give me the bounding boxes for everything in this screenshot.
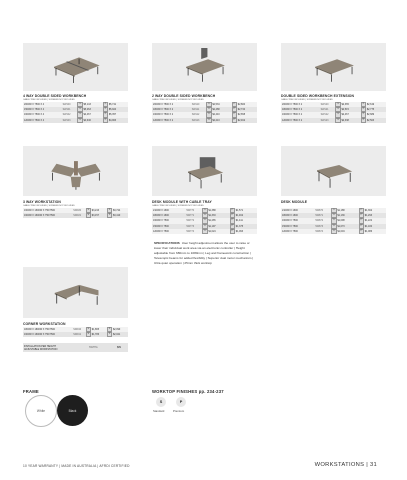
premium-price: $2,021 xyxy=(112,333,121,337)
workbench-2way-illustration xyxy=(164,48,246,85)
product-image-desk-module-cable-tray xyxy=(152,146,257,196)
premium-chip: P xyxy=(230,218,236,223)
standard-chip: S xyxy=(331,213,337,218)
product-subtitle: CABLE TRAY INCLUDED | SCREENS NOT INCLUDED xyxy=(23,204,75,207)
product-image-workbench-extension xyxy=(281,43,386,91)
size-cell: 2100W X 1600 xyxy=(153,209,169,213)
standard-price: $2,467 xyxy=(341,113,349,117)
finish-standard-label: Standard xyxy=(153,409,165,413)
standard-price: $1,197 xyxy=(208,224,216,228)
premium-price: $2,689 xyxy=(366,113,375,117)
size-cell: 1200W X 7500 X 2 xyxy=(153,118,174,122)
code-cell: SW873 xyxy=(315,224,324,228)
standard-chip: S xyxy=(335,107,341,112)
premium-price: $4,963 xyxy=(108,118,117,122)
size-cell: 1500W X 7500 X 4 xyxy=(24,108,45,112)
premium-price: $5,741 xyxy=(108,103,117,107)
premium-price: $3,724 xyxy=(112,209,121,213)
code-cell: SW180 xyxy=(73,209,82,213)
standard-price: $1,333 xyxy=(208,214,216,218)
size-cell: 1500W X 7500 xyxy=(153,224,169,228)
code-cell: SW872 xyxy=(315,219,324,223)
code-cell: SW112 xyxy=(191,113,200,117)
frame-heading: FRAME xyxy=(23,389,39,394)
standard-price: $1,865 xyxy=(91,328,100,332)
premium-price: $2,503 xyxy=(366,118,375,122)
price-table xyxy=(23,208,128,218)
price-table xyxy=(281,102,386,123)
standard-price: $2,534 xyxy=(212,103,220,107)
premium-chip: P xyxy=(230,213,236,218)
size-cell: 1600W X 7500 xyxy=(282,219,298,223)
code-cell: SW102 xyxy=(62,113,71,117)
code-cell: SW103 xyxy=(62,118,71,122)
product-image-3-way-workstation xyxy=(23,146,128,196)
installation-price: $89 xyxy=(117,346,121,349)
premium-chip: P xyxy=(230,208,236,213)
standard-price: $1,098 xyxy=(337,219,345,223)
premium-chip: P xyxy=(359,224,365,229)
workstation-3way-illustration xyxy=(35,152,117,191)
standard-chip: S xyxy=(86,208,92,213)
premium-price: $1,375 xyxy=(235,224,244,228)
specifications-block xyxy=(154,241,254,266)
premium-chip: P xyxy=(107,208,113,213)
premium-price: $5,357 xyxy=(108,113,117,117)
size-cell: 1600W X 7500 xyxy=(153,219,169,223)
size-cell: 1200W X 7500 X 2 xyxy=(282,118,303,122)
premium-price: $3,410 xyxy=(112,214,121,218)
standard-chip: S xyxy=(331,224,337,229)
premium-chip: P xyxy=(230,224,236,229)
standard-price: $5,263 xyxy=(83,108,91,112)
size-cell: 1800W X 7500 X 2 xyxy=(153,108,174,112)
code-cell: SW874 xyxy=(315,229,324,233)
code-cell: SW190 xyxy=(73,328,82,332)
premium-chip: P xyxy=(107,213,113,218)
product-title: DESK MODULE WITH CABLE TRAY xyxy=(152,200,212,204)
premium-chip: P xyxy=(361,112,367,117)
premium-chip: P xyxy=(232,118,238,123)
standard-chip: S xyxy=(86,332,92,337)
frame-swatch-white[interactable] xyxy=(25,395,57,427)
standard-chip: S xyxy=(206,102,212,107)
premium-chip: P xyxy=(359,213,365,218)
product-subtitle: CABLE TRAY INCLUDED | SCREENS NOT INCLUDED xyxy=(152,204,204,207)
standard-price: $1,388 xyxy=(208,209,216,213)
standard-price: $2,338 xyxy=(341,118,349,122)
premium-price: $2,734 xyxy=(237,108,246,112)
premium-chip: P xyxy=(359,218,365,223)
premium-chip: P xyxy=(103,107,109,112)
premium-price: $2,619 xyxy=(366,103,375,107)
product-subtitle: CABLE TRAY INCLUDED | SCREENS NOT INCLUDED xyxy=(152,98,204,101)
table-row xyxy=(281,229,386,234)
premium-price: $2,775 xyxy=(366,108,375,112)
standard-chip: S xyxy=(77,107,83,112)
premium-chip: P xyxy=(232,112,238,117)
installation-code: SWTHA xyxy=(89,346,98,349)
premium-chip: P xyxy=(361,102,367,107)
code-cell: SW771 xyxy=(186,214,195,218)
code-cell: SW121 xyxy=(320,108,329,112)
product-subtitle: CABLE TRAY INCLUDED | SCREENS NOT INCLUDED xyxy=(281,98,333,101)
code-cell: SW770 xyxy=(186,209,195,213)
size-cell: 1600W X 1600W X 750/7500 xyxy=(24,214,55,218)
premium-chip: P xyxy=(232,102,238,107)
product-image-2-way-workbench xyxy=(152,43,257,91)
code-cell: SW773 xyxy=(186,224,195,228)
premium-price: $2,099 xyxy=(112,328,121,332)
premium-chip: P xyxy=(103,112,109,117)
standard-chip: S xyxy=(202,213,208,218)
standard-chip: S xyxy=(202,224,208,229)
size-cell: 1800W X 1600 xyxy=(282,214,298,218)
standard-price: $3,243 xyxy=(91,209,100,213)
standard-chip: S xyxy=(206,107,212,112)
table-row xyxy=(152,229,257,234)
table-row xyxy=(23,118,128,123)
standard-chip: S xyxy=(335,102,341,107)
premium-chip: P xyxy=(359,229,365,234)
premium-price: $5,924 xyxy=(108,108,117,112)
table-row xyxy=(23,332,128,337)
premium-chip: P xyxy=(103,118,109,123)
premium-price: $1,093 xyxy=(235,229,244,233)
installation-label: INSTALLATION PER HEIGHT ADJUSTABLE WORKSTATION xyxy=(24,344,58,351)
corner-workstation-illustration xyxy=(35,273,117,313)
product-title: DOUBLE SIDED WORKBENCH EXTENSION xyxy=(281,94,355,98)
footer-page-label: WORKSTATIONS | 31 xyxy=(314,462,377,468)
code-cell: SW122 xyxy=(320,113,329,117)
standard-chip: S xyxy=(206,112,212,117)
frame-swatch-label: White xyxy=(36,409,46,413)
size-cell: 2100W X 1600 xyxy=(282,209,298,213)
standard-price: $1,139 xyxy=(337,214,345,218)
size-cell: 1600W X 7500 X 2 xyxy=(153,113,174,117)
standard-price: $2,468 xyxy=(212,108,220,112)
size-cell: 1800W X 7500 X 2 xyxy=(282,108,303,112)
size-cell: 1200W X 7500 xyxy=(282,229,298,233)
standard-price: $2,365 xyxy=(341,103,349,107)
product-subtitle: CABLE TRAY INCLUDED | SCREENS NOT INCLUDED xyxy=(23,98,75,101)
finish-premium-label: Premium xyxy=(173,409,185,413)
premium-price: $1,411 xyxy=(235,219,243,223)
premium-price: $2,658 xyxy=(237,113,246,117)
footer-warranty: 10 YEAR WARRANTY | MADE IN AUSTRALIA | AFRDI CERTIFIED xyxy=(23,464,130,468)
premium-price: $1,362 xyxy=(364,209,373,213)
size-cell: 1500W X 7500 xyxy=(282,224,298,228)
code-cell: SW181 xyxy=(73,214,82,218)
workbench-4way-illustration xyxy=(35,48,117,85)
standard-chip: S xyxy=(206,118,212,123)
size-cell: 1600W X 1600W X 750/7500 xyxy=(24,333,55,337)
price-table xyxy=(23,102,128,123)
premium-price: $2,462 xyxy=(237,118,246,122)
specifications-text: User height adjustment allows the user to raise or lower their individual work area via an electronic controller | Height adjustable from 680mm to 1080mm | Leg and framework construction | Telescopic beams for added flexibility | Superior dual motor mechanism | Ultra quiet operation | 25mm thick worktop xyxy=(154,241,254,265)
installation-row xyxy=(23,343,128,352)
premium-price: $1,184 xyxy=(364,224,373,228)
frame-swatch-label: Black xyxy=(68,408,77,413)
price-table xyxy=(152,102,257,123)
standard-price: $1,188 xyxy=(337,209,345,213)
size-cell: 1600W X 7500 X 2 xyxy=(282,113,303,117)
standard-price: $1,265 xyxy=(208,219,216,223)
size-cell: 1800W X 1600 xyxy=(153,214,169,218)
code-cell: SW774 xyxy=(186,229,195,233)
product-image-4-way-workbench xyxy=(23,43,128,91)
premium-chip: P xyxy=(230,229,236,234)
finish-standard-chip[interactable]: S xyxy=(156,397,166,407)
standard-chip: S xyxy=(335,112,341,117)
premium-chip: P xyxy=(361,118,367,123)
standard-chip: S xyxy=(86,213,92,218)
code-cell: SW870 xyxy=(315,209,324,213)
premium-price: $1,462 xyxy=(235,214,244,218)
code-cell: SW113 xyxy=(191,118,200,122)
frame-swatch-black[interactable] xyxy=(57,395,88,426)
size-cell: 2000W X 7500 X 2 xyxy=(282,103,303,107)
standard-chip: S xyxy=(202,229,208,234)
product-title: 2 WAY DOUBLE SIDED WORKBENCH xyxy=(152,94,216,98)
standard-price: $4,646 xyxy=(83,118,91,122)
standard-price: $2,443 xyxy=(212,113,220,117)
product-title: DESK MODULE xyxy=(281,200,308,204)
code-cell: SW120 xyxy=(320,103,329,107)
table-row xyxy=(152,118,257,123)
price-table xyxy=(23,327,128,337)
standard-chip: S xyxy=(86,327,92,332)
code-cell: SW123 xyxy=(320,118,329,122)
standard-chip: S xyxy=(331,229,337,234)
price-table xyxy=(152,208,257,234)
premium-chip: P xyxy=(107,327,113,332)
standard-price: $2,213 xyxy=(212,118,220,122)
product-image-desk-module xyxy=(281,146,386,196)
standard-chip: S xyxy=(331,218,337,223)
standard-price: $1,073 xyxy=(337,224,345,228)
finish-premium-chip[interactable]: P xyxy=(176,397,186,407)
size-cell: 2000W X 7500 X 2 xyxy=(153,103,174,107)
code-cell: SW100 xyxy=(62,103,71,107)
product-title: 3 WAY WORKSTATION xyxy=(23,200,61,204)
standard-chip: S xyxy=(331,208,337,213)
premium-chip: P xyxy=(232,107,238,112)
size-cell: 1200W X 7500 xyxy=(153,229,169,233)
premium-chip: P xyxy=(359,208,365,213)
standard-price: $2,515 xyxy=(341,108,349,112)
size-cell: 1800W X 1800W X 750/7500 xyxy=(24,328,55,332)
size-cell: 1600W X 7500 X 4 xyxy=(24,113,45,117)
code-cell: SW101 xyxy=(62,108,71,112)
workbench-extension-illustration xyxy=(293,48,375,85)
desk-module-cable-tray-illustration xyxy=(164,152,246,191)
standard-price: $5,143 xyxy=(83,103,91,107)
standard-price: $1,024 xyxy=(208,229,216,233)
code-cell: SW772 xyxy=(186,219,195,223)
code-cell: SW871 xyxy=(315,214,324,218)
worktop-finishes-heading: WORKTOP FINISHES pp. 234-237 xyxy=(152,389,224,394)
premium-chip: P xyxy=(107,332,113,337)
standard-price: $4,467 xyxy=(83,113,91,117)
size-cell: 1600W X 1600W X 750/7500 xyxy=(24,209,55,213)
premium-price: $1,222 xyxy=(364,219,373,223)
product-title: 4 WAY DOUBLE SIDED WORKBENCH xyxy=(23,94,87,98)
code-cell: SW110 xyxy=(191,103,200,107)
premium-price: $1,086 xyxy=(364,229,373,233)
size-cell: 1200W X 7500 X 4 xyxy=(24,118,45,122)
standard-chip: S xyxy=(335,118,341,123)
premium-chip: P xyxy=(103,102,109,107)
standard-price: $3,157 xyxy=(91,214,100,218)
premium-price: $1,293 xyxy=(364,214,373,218)
standard-chip: S xyxy=(77,118,83,123)
specifications-heading: SPECIFICATIONS xyxy=(154,241,180,245)
table-row xyxy=(281,118,386,123)
premium-chip: P xyxy=(361,107,367,112)
code-cell: SW111 xyxy=(191,108,200,112)
standard-price: $1,004 xyxy=(337,229,345,233)
standard-chip: S xyxy=(77,112,83,117)
product-image-corner-workstation xyxy=(23,267,128,318)
standard-chip: S xyxy=(77,102,83,107)
premium-price: $1,571 xyxy=(235,209,244,213)
size-cell: 2000W X 7500 X 4 xyxy=(24,103,45,107)
desk-module-illustration xyxy=(293,152,375,191)
code-cell: SW191 xyxy=(73,333,82,337)
standard-price: $1,786 xyxy=(91,333,100,337)
table-row xyxy=(23,213,128,218)
standard-chip: S xyxy=(202,208,208,213)
price-table xyxy=(281,208,386,234)
product-title: CORNER WORKSTATION xyxy=(23,322,66,326)
premium-price: $2,800 xyxy=(237,103,246,107)
standard-chip: S xyxy=(202,218,208,223)
